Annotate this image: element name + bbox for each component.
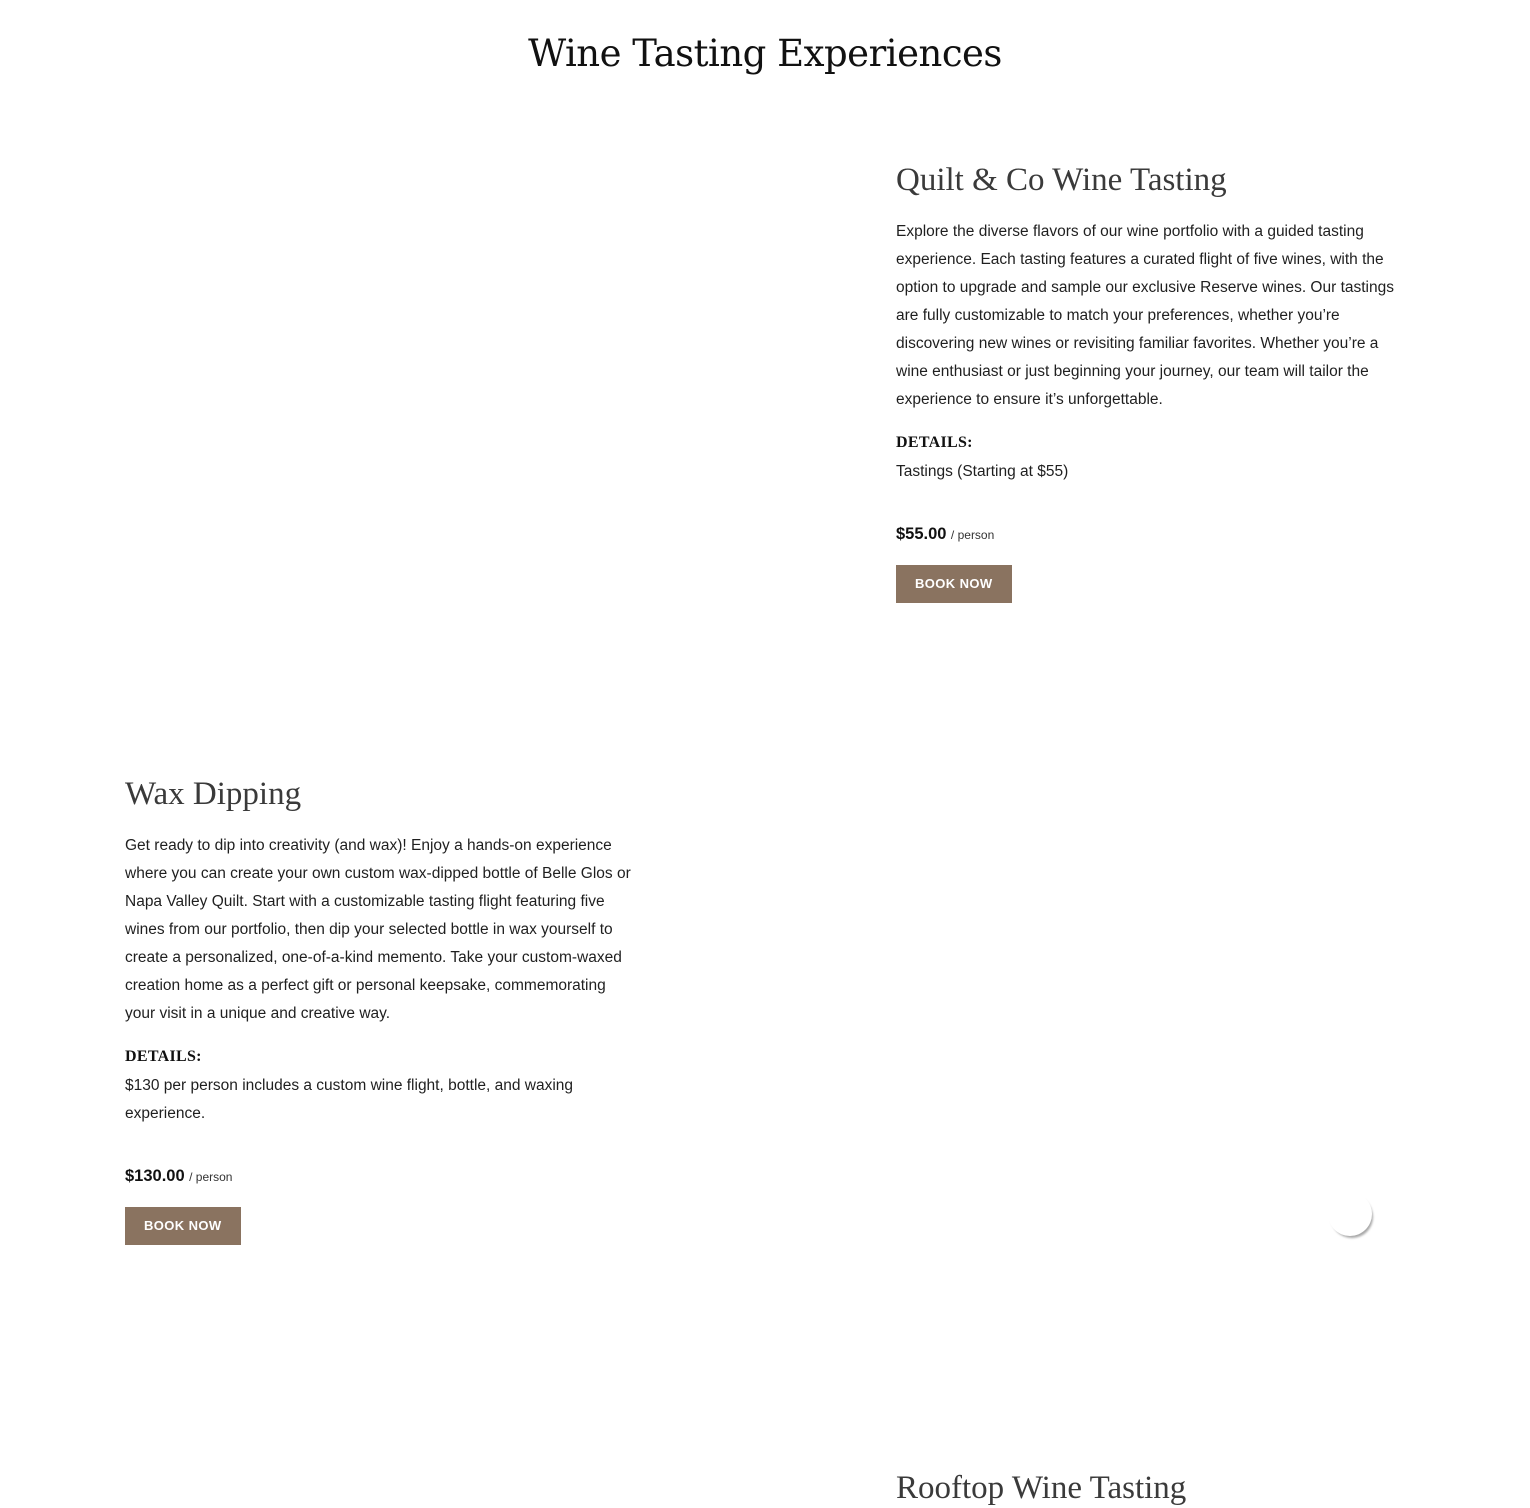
price-amount: $55.00 (896, 525, 947, 543)
page-title: Wine Tasting Experiences (528, 32, 1002, 75)
details-label: DETAILS: (896, 434, 973, 451)
book-now-button[interactable]: BOOK NOW (896, 565, 1012, 603)
details-text: Tastings (Starting at $55) (896, 463, 1069, 480)
price-unit: / person (189, 1170, 233, 1184)
details-text: $130 per person includes a custom wine flight, bottle, and waxing experience. (125, 1077, 574, 1122)
experience-title: Quilt & Co Wine Tasting (896, 162, 1227, 198)
experience-description: Get ready to dip into creativity (and wax)! Enjoy a hands-on experience where you can create your own custom wax-dipped bottle of Belle Glos or Napa Valley Quilt. Start with a customizable tasting flight featuring five wines from our portfolio, then dip your selected bottle in wax yourself to create a personalized, one-of-a-kind memento. Take your custom-waxed creation home as a perfect gift or personal keepsake, commemorating your visit in a unique and creative way. (125, 837, 631, 1022)
details-label: DETAILS: (125, 1048, 202, 1065)
experience-description: Explore the diverse flavors of our wine portfolio with a guided tasting experience. Each tasting features a curated flight of five wines, with the option to upgrade and sample our exclusive Reserve wines. Our tastings are fully customizable to match your preferences, whether you’re discovering new wines or revisiting familiar favorites. Whether you’re a wine enthusiast or just beginning your journey, our team will tailor the experience to ensure it’s unforgettable. (896, 223, 1394, 408)
price-row (125, 1162, 640, 1191)
experience-title-rooftop-wine-tasting: Rooftop Wine Tasting (896, 1470, 1187, 1506)
price-unit: / person (950, 528, 995, 542)
price-row (896, 520, 1411, 549)
book-now-button[interactable]: BOOK NOW (125, 1207, 241, 1245)
experience-quilt-co-wine-tasting (896, 160, 1411, 603)
price-amount: $130.00 (125, 1167, 185, 1185)
loading-spinner-icon (1328, 1192, 1372, 1236)
experience-wax-dipping (125, 774, 640, 1245)
experience-title: Wax Dipping (125, 776, 302, 812)
